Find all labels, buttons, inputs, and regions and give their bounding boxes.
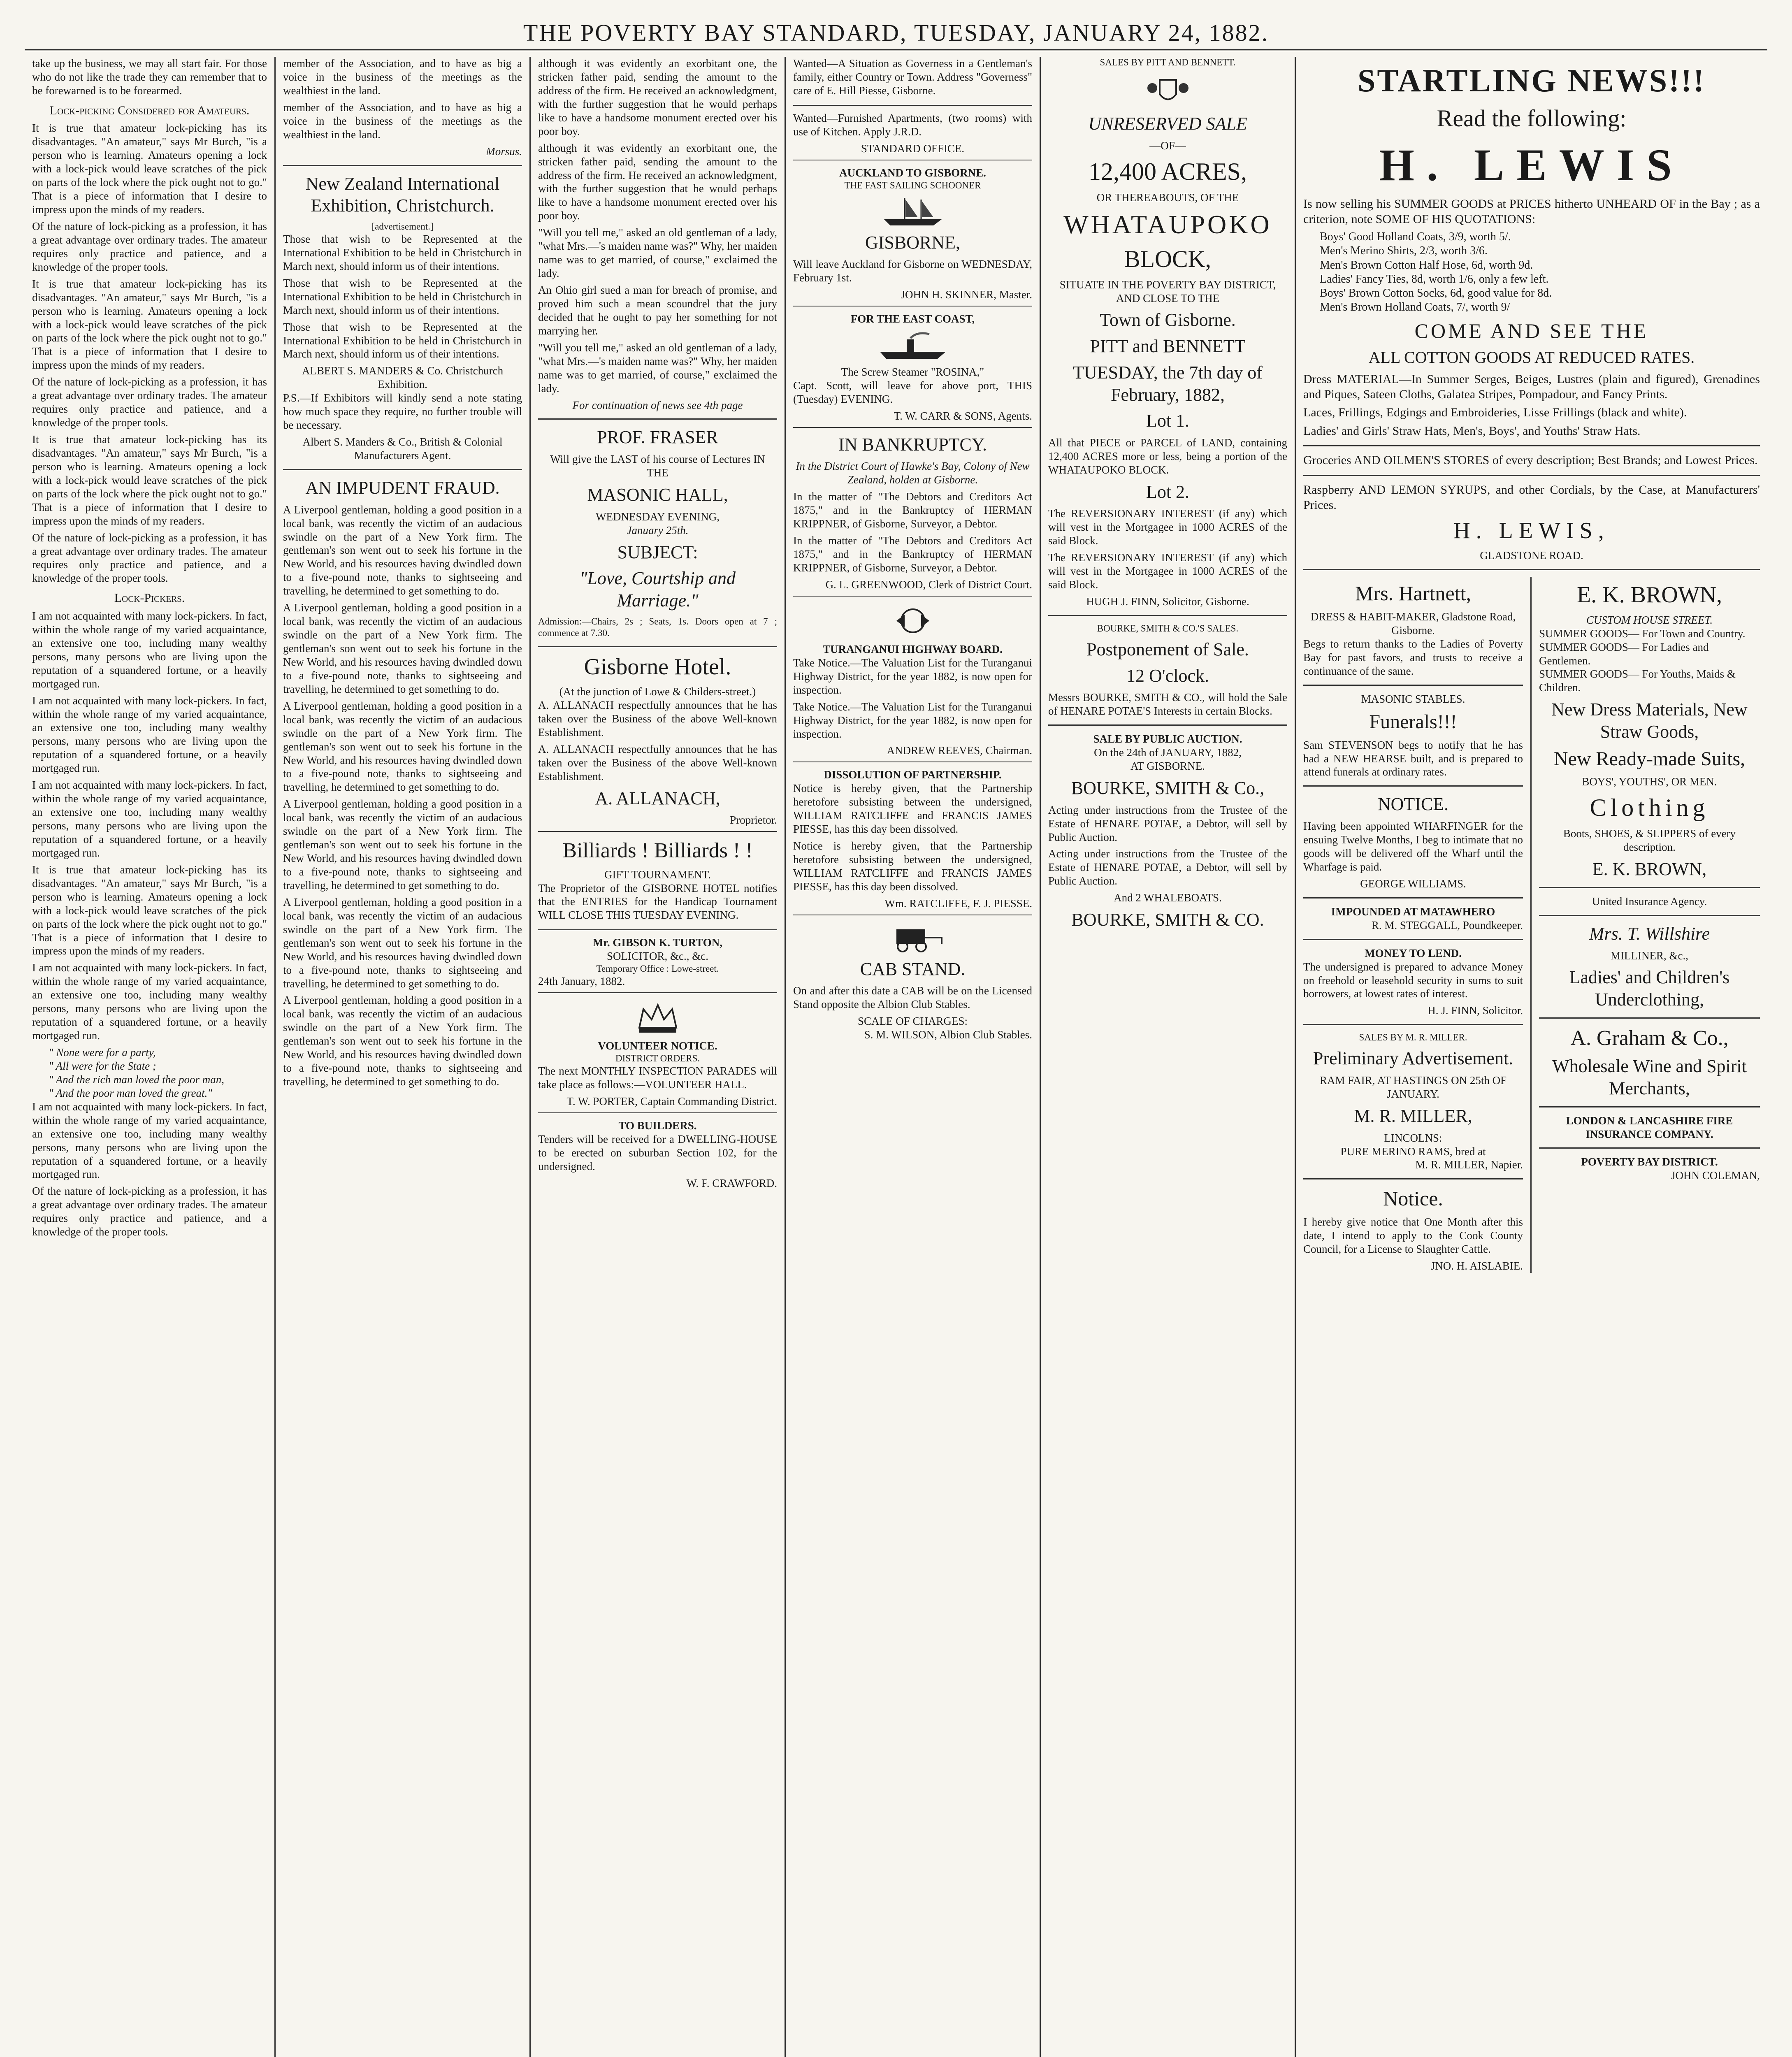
article-text: It is true that amateur lock-picking has its disadvantages. "An amateur," says Mr Burch, "is a person who is learning. Amateurs opening a lock with a lock-pick would leave scratches of the pick on parts of the lock where the pick ought not to go." That is a piece of information that I desire to impress upon the minds of my readers. bbox=[32, 863, 267, 957]
highway-text: Take Notice.—The Valuation List for the Turanganui Highway District, for the year 1882, is now open for inspection. bbox=[793, 700, 1032, 740]
article-heading: New Zealand International Exhibition, Christchurch. bbox=[305, 173, 500, 216]
sale-date: TUESDAY, the 7th day of February, 1882, bbox=[1073, 362, 1263, 405]
price-item: Men's Merino Shirts, 2/3, worth 3/6. bbox=[1320, 244, 1488, 258]
brown-summer: SUMMER GOODS— For Ladies and Gentlemen. bbox=[1539, 641, 1709, 667]
lewis-come-see: COME AND SEE THE bbox=[1414, 319, 1649, 343]
dissolution-signature: Wm. RATCLIFFE, F. J. PIESSE. bbox=[884, 897, 1032, 910]
divider bbox=[1303, 897, 1523, 898]
divider bbox=[1048, 615, 1287, 616]
cab-heading: CAB STAND. bbox=[860, 959, 966, 979]
money-text: The undersigned is prepared to advance Money on freehold or leasehold security in sums to suit borrowers, at lowest rates of interest. bbox=[1303, 960, 1523, 1000]
lecture-line: Will give the LAST of his course of Lectures IN THE bbox=[550, 453, 765, 479]
article-text: "Will you tell me," asked an old gentleman of a lady, "what Mrs.—'s maiden name was?" Why, her maiden name was to get married, of course," exclaimed the lady. bbox=[538, 341, 777, 395]
sale-line: —OF— bbox=[1149, 139, 1186, 152]
money-heading: MONEY TO LEND. bbox=[1365, 947, 1462, 959]
divider bbox=[1303, 1178, 1523, 1179]
divider bbox=[1539, 1106, 1760, 1107]
funerals-heading: Funerals!!! bbox=[1369, 711, 1457, 733]
willshire-line: MILLINER, &c., bbox=[1611, 949, 1688, 962]
sale-auctioneers: PITT and BENNETT bbox=[1090, 336, 1246, 357]
auction-line: And 2 WHALEBOATS. bbox=[1114, 892, 1222, 904]
pbd-heading: POVERTY BAY DISTRICT. bbox=[1581, 1156, 1718, 1168]
volunteer-heading: VOLUNTEER NOTICE. bbox=[598, 1040, 717, 1052]
turton-date: 24th January, 1882. bbox=[538, 975, 625, 988]
graham-heading: A. Graham & Co., bbox=[1570, 1026, 1729, 1050]
crown-icon bbox=[633, 999, 682, 1036]
divider bbox=[1303, 785, 1523, 787]
bankruptcy-signature: G. L. GREENWOOD, Clerk of District Court. bbox=[825, 578, 1032, 591]
lot-text: The REVERSIONARY INTEREST (if any) which will vest in the Mortgagee in 1000 ACRES of the said Block. bbox=[1048, 551, 1287, 591]
hartnett-line: DRESS & HABIT-MAKER, Gladstone Road, Gisborne. bbox=[1310, 611, 1516, 637]
article-text: Those that wish to be Represented at the International Exhibition to be held in Christchurch in March next, should inform us of their intentions. bbox=[283, 320, 522, 360]
article-text: A Liverpool gentleman, holding a good position in a local bank, was recently the victim of an audacious swindle on the part of a New York firm. The gentleman's son went out to seek his fortune in the New World, and his resources having dwindled down to a five-pound note, thanks to sightseeing and travelling, he determined to get something to do. bbox=[283, 503, 522, 597]
volunteer-signature: T. W. PORTER, Captain Commanding District. bbox=[566, 1095, 777, 1108]
notice2-signature: JNO. H. AISLABIE. bbox=[1430, 1260, 1523, 1272]
steamer-icon bbox=[872, 329, 954, 362]
auction-text: Acting under instructions from the Trustee of the Estate of HENARE POTAE, a Debtor, will sell by Public Auction. bbox=[1048, 803, 1287, 843]
coat-of-arms-icon bbox=[1143, 72, 1193, 109]
crest-icon bbox=[888, 602, 938, 639]
masonic-heading: MASONIC STABLES. bbox=[1361, 693, 1465, 706]
price-item: Men's Brown Holland Coats, 7/, worth 9/ bbox=[1320, 301, 1510, 314]
lecture-subject-label: SUBJECT: bbox=[617, 542, 698, 562]
article-heading: Lock-picking Considered for Amateurs. bbox=[49, 103, 250, 117]
article-text: A Liverpool gentleman, holding a good position in a local bank, was recently the victim of an audacious swindle on the part of a New York firm. The gentleman's son went out to seek his fortune in the New World, and his resources having dwindled down to a five-pound note, thanks to sightseeing and travelling, he determined to get something to do. bbox=[283, 699, 522, 794]
column-6-right bbox=[1532, 577, 1760, 1273]
lewis-signature: H. LEWIS, bbox=[1453, 518, 1610, 544]
hotel-line: (At the junction of Lowe & Childers-street.) bbox=[559, 685, 756, 698]
highway-text: Take Notice.—The Valuation List for the Turanganui Highway District, for the year 1882, is now open for inspection. bbox=[793, 656, 1032, 696]
article-text: I am not acquainted with many lock-pickers. In fact, within the whole range of my varied acquaintance, an extensive one too, including many wealthy persons, many persons who are living upon the reputation of a squandered fortune, or a heavily mortgaged run. bbox=[32, 779, 267, 859]
brown-summer: SUMMER GOODS— For Youths, Maids & Children. bbox=[1539, 668, 1736, 694]
masthead: THE POVERTY BAY STANDARD, TUESDAY, JANUARY 24, 1882. bbox=[25, 16, 1767, 51]
advert-label: [advertisement.] bbox=[371, 221, 434, 232]
turton-line: Temporary Office : Lowe-street. bbox=[596, 963, 719, 974]
notice2-text: I hereby give notice that One Month after this date, I intend to apply to the Cook County Council, for a License to Slaughter Cattle. bbox=[1303, 1216, 1523, 1256]
price-item: Boys' Brown Cotton Socks, 6d, good value for 8d. bbox=[1320, 286, 1552, 299]
hotel-signature-title: Proprietor. bbox=[730, 814, 777, 827]
verse-line: " And the poor man loved the great." bbox=[49, 1087, 212, 1099]
article-text: Of the nature of lock-picking as a profession, it has a great advantage over ordinary trades. The amateur requires only practice and patience, and a knowledge of the proper tools. bbox=[32, 1185, 267, 1238]
column-2 bbox=[276, 57, 531, 2057]
section-header: SALES BY PITT AND BENNETT. bbox=[1100, 57, 1236, 67]
article-text: Of the nature of lock-picking as a profession, it has a great advantage over ordinary trades. The amateur requires only practice and patience, and a knowledge of the proper tools. bbox=[32, 531, 267, 585]
miller-heading: Preliminary Advertisement. bbox=[1313, 1048, 1513, 1069]
article-text: Of the nature of lock-picking as a profession, it has a great advantage over ordinary trades. The amateur requires only practice and patience, and a knowledge of the proper tools. bbox=[32, 376, 267, 429]
lewis-subheadline: Read the following: bbox=[1437, 105, 1627, 132]
divider bbox=[1048, 724, 1287, 726]
brown-dress: New Dress Materials, New Straw Goods, bbox=[1551, 699, 1748, 742]
builders-signature: W. F. CRAWFORD. bbox=[686, 1177, 777, 1189]
billiards-ad bbox=[538, 838, 777, 930]
article-text: "Will you tell me," asked an old gentleman of a lady, "what Mrs.—'s maiden name was?" Why, her maiden name was to get married, of course," exclaimed the lady. bbox=[538, 226, 777, 280]
lewis-laces: Laces, Frillings, Edgings and Embroideries, Lisse Frillings (black and white). bbox=[1303, 406, 1687, 420]
hotel-text: A. ALLANACH respectfully announces that he has taken over the Business of the above Well-known Establishment. bbox=[538, 743, 777, 782]
auction-text: Acting under instructions from the Trustee of the Estate of HENARE POTAE, a Debtor, will sell by Public Auction. bbox=[1048, 847, 1287, 887]
brown-heading: E. K. BROWN, bbox=[1576, 582, 1722, 608]
auckland-signature: JOHN H. SKINNER, Master. bbox=[901, 288, 1032, 301]
highway-ad bbox=[793, 602, 1032, 763]
billiards-heading: Billiards ! Billiards ! ! bbox=[562, 839, 753, 863]
column-6 bbox=[1296, 57, 1767, 2057]
hotel-ad bbox=[538, 653, 777, 832]
divider bbox=[1303, 569, 1760, 570]
lecture-subject: "Love, Courtship and Marriage." bbox=[579, 568, 736, 611]
bankruptcy-text: In the matter of "The Debtors and Creditors Act 1875," and in the Bankruptcy of HERMAN KRIPPNER, of Gisborne, Surveyor, a Debtor. bbox=[793, 534, 1032, 574]
lecture-date: January 25th. bbox=[627, 524, 689, 536]
column-6-split bbox=[1303, 577, 1760, 1273]
wanted-ad bbox=[793, 111, 1032, 160]
lewis-name: H. LEWIS bbox=[1379, 139, 1684, 190]
column-6-left bbox=[1303, 577, 1532, 1273]
divider bbox=[1539, 915, 1760, 916]
volunteer-text: The next MONTHLY INSPECTION PARADES will take place as follows:—VOLUNTEER HALL. bbox=[538, 1065, 777, 1091]
wanted-office: STANDARD OFFICE. bbox=[861, 142, 965, 155]
article-text: P.S.—If Exhibitors will kindly send a note stating how much space they require, no further trouble will be necessary. bbox=[283, 392, 522, 432]
column-5 bbox=[1041, 57, 1296, 2057]
auckland-text: Will leave Auckland for Gisborne on WEDNESDAY, February 1st. bbox=[793, 258, 1032, 284]
verse bbox=[32, 1046, 267, 1100]
cab-text: On and after this date a CAB will be on the Licensed Stand opposite the Albion Club Stables. bbox=[793, 984, 1032, 1011]
article-text: take up the business, we may all start fair. For those who do not like the trade they can remember that to be forewarned is to be forearmed. bbox=[32, 57, 267, 97]
impound-signature: R. M. STEGGALL, Poundkeeper. bbox=[1371, 919, 1523, 931]
wanted-text: Wanted—A Situation as Governess in a Gentleman's family, either Country or Town. Address "Governess" care of E. Hill Piesse, Gisborne. bbox=[793, 57, 1032, 97]
article-text: It is true that amateur lock-picking has its disadvantages. "An amateur," says Mr Burch, "is a person who is learning. Amateurs opening a lock with a lock-pick would leave scratches of the pick on parts of the lock where the pick ought not to go." That is a piece of information that I desire to impress upon the minds of my readers. bbox=[32, 433, 267, 527]
lewis-text: Is now selling his SUMMER GOODS at PRICES hitherto UNHEARD OF in the Bay ; as a criterion, note SOME OF HIS QUOTATIONS: bbox=[1303, 197, 1760, 226]
lecture-venue: MASONIC HALL, bbox=[587, 484, 728, 505]
dissolution-text: Notice is hereby given, that the Partnership heretofore subsisting between the undersigned, WILLIAM RATCLIFFE and FRANCIS JAMES PIESSE, has this day been dissolved. bbox=[793, 840, 1032, 893]
sale-signature: HUGH J. FINN, Solicitor, Gisborne. bbox=[1086, 595, 1249, 608]
dissolution-ad bbox=[793, 768, 1032, 915]
hotel-signature: A. ALLANACH, bbox=[595, 788, 720, 808]
lecture-heading: PROF. FRASER bbox=[597, 427, 718, 448]
lot-text: All that PIECE or PARCEL of LAND, containing 12,400 ACRES more or less, being a portion of the WHATAUPOKO BLOCK. bbox=[1048, 436, 1287, 476]
divider bbox=[1539, 1147, 1760, 1149]
auckland-ad bbox=[793, 166, 1032, 306]
volunteer-ad bbox=[538, 999, 777, 1113]
wanted-ad bbox=[793, 57, 1032, 106]
turton-ad bbox=[538, 936, 777, 993]
article-signature: ALBERT S. MANDERS & Co. Christchurch Exhibition. bbox=[302, 365, 504, 391]
lewis-cotton: ALL COTTON GOODS AT REDUCED RATES. bbox=[1368, 348, 1695, 367]
divider bbox=[283, 165, 522, 166]
auction-heading: SALE BY PUBLIC AUCTION. bbox=[1093, 733, 1242, 745]
sale-town: Town of Gisborne. bbox=[1100, 310, 1236, 330]
miller-line: RAM FAIR, AT HASTINGS ON 25th OF JANUARY. bbox=[1319, 1074, 1507, 1100]
sale-block: BLOCK, bbox=[1124, 245, 1212, 272]
divider bbox=[1303, 475, 1760, 476]
auction-signature: BOURKE, SMITH & CO. bbox=[1071, 910, 1264, 930]
bankruptcy-ad bbox=[793, 434, 1032, 597]
money-signature: H. J. FINN, Solicitor. bbox=[1428, 1004, 1523, 1017]
divider bbox=[283, 469, 522, 470]
east-coast-line: The Screw Steamer "ROSINA," bbox=[841, 366, 984, 378]
lewis-groceries: Groceries AND OILMEN'S STORES of every description; Best Brands; and Lowest Prices. bbox=[1303, 453, 1758, 467]
hotel-heading: Gisborne Hotel. bbox=[584, 654, 731, 680]
east-coast-signature: T. W. CARR & SONS, Agents. bbox=[894, 409, 1032, 422]
willshire-heading: Mrs. T. Willshire bbox=[1589, 923, 1710, 944]
lewis-dress: Dress MATERIAL—In Summer Serges, Beiges, Lustres (plain and figured), Grenadines and Piques, Sateen Cloths, Galatea Stripes, Pompadour, and Fancy Prints. bbox=[1303, 372, 1760, 401]
article-text: A Liverpool gentleman, holding a good position in a local bank, was recently the victim of an audacious swindle on the part of a New York firm. The gentleman's son went out to seek his fortune in the New World, and his resources having dwindled down to a five-pound note, thanks to sightseeing and travelling, he determined to get something to do. bbox=[283, 798, 522, 892]
article-text: Those that wish to be Represented at the International Exhibition to be held in Christchurch in March next, should inform us of their intentions. bbox=[283, 276, 522, 316]
auction-place: AT GISBORNE. bbox=[1130, 760, 1205, 773]
miller-line: LINCOLNS: bbox=[1384, 1131, 1442, 1144]
hotel-text: A. ALLANACH respectfully announces that he has taken over the Business of the above Well-known Establishment. bbox=[538, 699, 777, 738]
lot-text: The REVERSIONARY INTEREST (if any) which will vest in the Mortgagee in 1000 ACRES of the said Block. bbox=[1048, 507, 1287, 547]
builders-heading: TO BUILDERS. bbox=[618, 1119, 697, 1132]
east-coast-heading: FOR THE EAST COAST, bbox=[850, 313, 975, 325]
postponement-time: 12 O'clock. bbox=[1126, 665, 1209, 686]
willshire-clothing: Ladies' and Children's Underclothing, bbox=[1569, 967, 1730, 1010]
sale-block-name: WHATAUPOKO bbox=[1063, 209, 1272, 239]
divider bbox=[1303, 445, 1760, 446]
pbd-signature: JOHN COLEMAN, bbox=[1671, 1169, 1760, 1182]
divider bbox=[1539, 887, 1760, 888]
article-text: It is true that amateur lock-picking has its disadvantages. "An amateur," says Mr Burch, "is a person who is learning. Amateurs opening a lock with a lock-pick would leave scratches of the pick on parts of the lock where the pick ought not to go." That is a piece of information that I desire to impress upon the minds of my readers. bbox=[32, 122, 267, 216]
article-text: A Liverpool gentleman, holding a good position in a local bank, was recently the victim of an audacious swindle on the part of a New York firm. The gentleman's son went out to seek his fortune in the New World, and his resources having dwindled down to a five-pound note, thanks to sightseeing and travelling, he determined to get something to do. bbox=[283, 601, 522, 695]
article-text: A Liverpool gentleman, holding a good position in a local bank, was recently the victim of an audacious swindle on the part of a New York firm. The gentleman's son went out to seek his fortune in the New World, and his resources having dwindled down to a five-pound note, thanks to sightseeing and travelling, he determined to get something to do. bbox=[283, 896, 522, 990]
brown-clothing: Clothing bbox=[1590, 794, 1709, 822]
insurance-heading: United Insurance Agency. bbox=[1592, 895, 1707, 908]
funerals-text: Sam STEVENSON begs to notify that he has had a NEW HEARSE built, and is prepared to attend funerals at ordinary rates. bbox=[1303, 738, 1523, 778]
schooner-icon bbox=[872, 195, 954, 228]
divider bbox=[1303, 939, 1523, 940]
article-text: member of the Association, and to have as big a voice in the business of the meetings as the wealthiest in the land. bbox=[283, 57, 522, 97]
dissolution-heading: DISSOLUTION OF PARTNERSHIP. bbox=[824, 768, 1002, 781]
lewis-address: GLADSTONE ROAD. bbox=[1480, 549, 1583, 562]
column-1 bbox=[25, 57, 276, 2057]
turton-line: SOLICITOR, &c., &c. bbox=[607, 950, 708, 963]
verse-line: " All were for the State ; bbox=[49, 1059, 156, 1072]
auckland-ship: GISBORNE, bbox=[865, 232, 961, 253]
cab-line: SCALE OF CHARGES: bbox=[857, 1015, 968, 1028]
cab-icon bbox=[872, 921, 954, 954]
miller-name: M. R. MILLER, bbox=[1354, 1105, 1472, 1126]
article-text: I am not acquainted with many lock-pickers. In fact, within the whole range of my varied acquaintance, an extensive one too, including many wealthy persons, many persons who are living upon the reputation of a squandered fortune, or a heavily mortgaged run. bbox=[32, 1100, 267, 1181]
turton-heading: Mr. GIBSON K. TURTON, bbox=[592, 936, 723, 949]
continuation-note: For continuation of news see 4th page bbox=[572, 399, 743, 411]
verse-line: " None were for a party, bbox=[49, 1046, 156, 1059]
lewis-syrups: Raspberry AND LEMON SYRUPS, and other Cordials, by the Case, at Manufacturers' Prices. bbox=[1303, 483, 1760, 512]
article-text: I am not acquainted with many lock-pickers. In fact, within the whole range of my varied acquaintance, an extensive one too, including many wealthy persons, many persons who are living upon the reputation of a squandered fortune, or a heavily mortgaged run. bbox=[32, 694, 267, 775]
price-item: Ladies' Fancy Ties, 8d, worth 1/6, only a few left. bbox=[1320, 272, 1549, 286]
east-coast-ad bbox=[793, 312, 1032, 428]
lecture-admission: Admission:—Chairs, 2s ; Seats, 1s. Doors open at 7 ; commence at 7.30. bbox=[538, 616, 777, 638]
article-signature: Morsus. bbox=[486, 145, 522, 158]
dissolution-text: Notice is hereby given, that the Partnership heretofore subsisting between the undersigned, WILLIAM RATCLIFFE and FRANCIS JAMES PIESSE, has this day been dissolved. bbox=[793, 782, 1032, 836]
lot-heading: Lot 1. bbox=[1146, 411, 1190, 431]
article-text: member of the Association, and to have as big a voice in the business of the meetings as the wealthiest in the land. bbox=[283, 101, 522, 141]
notice-text: Having been appointed WHARFINGER for the ensuing Twelve Months, I beg to intimate that no goods will be delivered off the Wharf until the Wharfage is paid. bbox=[1303, 820, 1523, 873]
hartnett-heading: Mrs. Hartnett, bbox=[1355, 582, 1471, 605]
lot-heading: Lot 2. bbox=[1146, 481, 1190, 502]
lecture-ad bbox=[538, 426, 777, 647]
cab-ad bbox=[793, 921, 1032, 1042]
london-heading: LONDON & LANCASHIRE FIRE INSURANCE COMPANY. bbox=[1566, 1114, 1733, 1140]
article-text: A Liverpool gentleman, holding a good position in a local bank, was recently the victim of an audacious swindle on the part of a New York firm. The gentleman's son went out to seek his fortune in the New World, and his resources having dwindled down to a five-pound note, thanks to sightseeing and travelling, he determined to get something to do. bbox=[283, 994, 522, 1088]
highway-signature: ANDREW REEVES, Chairman. bbox=[887, 744, 1032, 757]
verse-line: " And the rich man loved the poor man, bbox=[49, 1073, 225, 1086]
auckland-heading: AUCKLAND TO GISBORNE. bbox=[839, 166, 986, 179]
auckland-line: THE FAST SAILING SCHOONER bbox=[844, 180, 981, 190]
sale-acres: 12,400 ACRES, bbox=[1088, 158, 1247, 185]
builders-text: Tenders will be received for a DWELLING-HOUSE to be erected on suburban Section 102, for the undersigned. bbox=[538, 1133, 777, 1172]
postponement-text: Messrs BOURKE, SMITH & CO., will hold the Sale of HENARE POTAE'S Interests in certain Blocks. bbox=[1048, 691, 1287, 717]
article-text: Those that wish to be Represented at the International Exhibition to be held in Christchurch in March next, should inform us of their intentions. bbox=[283, 232, 522, 272]
article-text: I am not acquainted with many lock-pickers. In fact, within the whole range of my varied acquaintance, an extensive one too, including many wealthy persons, many persons who are living upon the reputation of a squandered fortune, or a heavily mortgaged run. bbox=[32, 961, 267, 1042]
highway-heading: TURANGANUI HIGHWAY BOARD. bbox=[823, 643, 1003, 655]
postponement-heading: Postponement of Sale. bbox=[1086, 639, 1249, 659]
volunteer-line: DISTRICT ORDERS. bbox=[615, 1053, 700, 1064]
miller-line: PURE MERINO RAMS, bred at bbox=[1340, 1145, 1486, 1158]
brown-summer: SUMMER GOODS— For Town and Country. bbox=[1539, 627, 1746, 640]
notice-heading: NOTICE. bbox=[1377, 794, 1449, 815]
divider bbox=[538, 418, 777, 420]
brown-boots: Boots, SHOES, & SLIPPERS of every description. bbox=[1563, 827, 1736, 854]
bankruptcy-heading: IN BANKRUPTCY. bbox=[838, 434, 987, 455]
divider bbox=[1303, 685, 1523, 686]
brown-suits: New Ready-made Suits, bbox=[1553, 748, 1746, 770]
miller-signature: M. R. MILLER, Napier. bbox=[1415, 1159, 1523, 1171]
article-text: Of the nature of lock-picking as a profession, it has a great advantage over ordinary trades. The amateur requires only practice and patience, and a knowledge of the proper tools. bbox=[32, 220, 267, 273]
article-text: It is true that amateur lock-picking has its disadvantages. "An amateur," says Mr Burch, "is a person who is learning. Amateurs opening a lock with a lock-pick would leave scratches of the pick on parts of the lock where the pick ought not to go." That is a piece of information that I desire to impress upon the minds of my readers. bbox=[32, 277, 267, 371]
lewis-headline: STARTLING NEWS!!! bbox=[1357, 63, 1706, 98]
lecture-line: WEDNESDAY EVENING, bbox=[596, 510, 720, 523]
article-heading: Lock-Pickers. bbox=[114, 591, 185, 605]
divider bbox=[1303, 1024, 1523, 1025]
section-header: BOURKE, SMITH & CO.'S SALES. bbox=[1097, 623, 1239, 634]
article-signature: Albert S. Manders & Co., British & Colonial Manufacturers Agent. bbox=[302, 436, 503, 462]
graham-line: Wholesale Wine and Spirit Merchants, bbox=[1552, 1056, 1747, 1098]
brown-signature: E. K. BROWN, bbox=[1592, 859, 1707, 880]
notice2-heading: Notice. bbox=[1383, 1187, 1443, 1210]
article-text: I am not acquainted with many lock-pickers. In fact, within the whole range of my varied acquaintance, an extensive one too, including many wealthy persons, many persons who are living upon the reputation of a squandered fortune, or a heavily mortgaged run. bbox=[32, 609, 267, 690]
cab-signature: S. M. WILSON, Albion Club Stables. bbox=[864, 1028, 1032, 1041]
sale-heading: UNRESERVED SALE bbox=[1088, 114, 1247, 134]
bankruptcy-text: In the District Court of Hawke's Bay, Colony of New Zealand, holden at Gisborne. bbox=[796, 460, 1030, 486]
column-3 bbox=[531, 57, 786, 2057]
bankruptcy-text: In the matter of "The Debtors and Creditors Act 1875," and in the Bankruptcy of HERMAN KRIPPNER, of Gisborne, Surveyor, a Debtor. bbox=[793, 490, 1032, 530]
east-coast-text: Capt. Scott, will leave for above port, THIS (Tuesday) EVENING. bbox=[793, 379, 1032, 405]
article-heading: AN IMPUDENT FRAUD. bbox=[305, 477, 500, 498]
price-item: Boys' Good Holland Coats, 3/9, worth 5/. bbox=[1320, 230, 1511, 244]
price-item: Men's Brown Cotton Half Hose, 6d, worth 9d. bbox=[1320, 258, 1533, 272]
sale-line: SITUATE IN THE POVERTY BAY DISTRICT, AND CLOSE TO THE bbox=[1059, 278, 1276, 304]
divider bbox=[1539, 1017, 1760, 1019]
builders-ad bbox=[538, 1119, 777, 1190]
wanted-text: Wanted—Furnished Apartments, (two rooms) with use of Kitchen. Apply J.R.D. bbox=[793, 111, 1032, 138]
lewis-hats: Ladies' and Girls' Straw Hats, Men's, Boys', and Youths' Straw Hats. bbox=[1303, 424, 1641, 438]
billiards-text: The Proprietor of the GISBORNE HOTEL notifies that the ENTRIES for the Handicap Tournament WILL CLOSE THIS TUESDAY EVENING. bbox=[538, 882, 777, 922]
article-text: An Ohio girl sued a man for breach of promise, and proved him such a mean scoundrel that the jury decided that he ought to pay her something for not marrying her. bbox=[538, 284, 777, 337]
column-4 bbox=[786, 57, 1041, 2057]
billiards-line: GIFT TOURNAMENT. bbox=[604, 868, 711, 881]
notice-signature: GEORGE WILLIAMS. bbox=[1360, 877, 1466, 890]
columns bbox=[25, 57, 1767, 2057]
hartnett-text: Begs to return thanks to the Ladies of Poverty Bay for past favors, and trusts to receive a continuance of the same. bbox=[1303, 638, 1523, 678]
sale-line: OR THEREABOUTS, OF THE bbox=[1096, 191, 1239, 204]
article-text: although it was evidently an exorbitant one, the stricken father paid, sending the amount to the address of the firm. He received an acknowledgment, with the further suggestion that he would perhaps like to have a handsome monument erected over his poor boy. bbox=[538, 57, 777, 137]
article-text: although it was evidently an exorbitant one, the stricken father paid, sending the amount to the address of the firm. He received an acknowledgment, with the further suggestion that he would perhaps like to have a handsome monument erected over his poor boy. bbox=[538, 142, 777, 222]
brown-line: BOYS', YOUTHS', OR MEN. bbox=[1582, 775, 1717, 788]
auction-firm: BOURKE, SMITH & Co., bbox=[1071, 778, 1265, 798]
brown-address: CUSTOM HOUSE STREET. bbox=[1586, 613, 1713, 626]
auction-date: On the 24th of JANUARY, 1882, bbox=[1094, 746, 1242, 759]
impound-heading: IMPOUNDED AT MATAWHERO bbox=[1331, 905, 1495, 918]
section-header: SALES BY M. R. MILLER. bbox=[1359, 1032, 1467, 1043]
